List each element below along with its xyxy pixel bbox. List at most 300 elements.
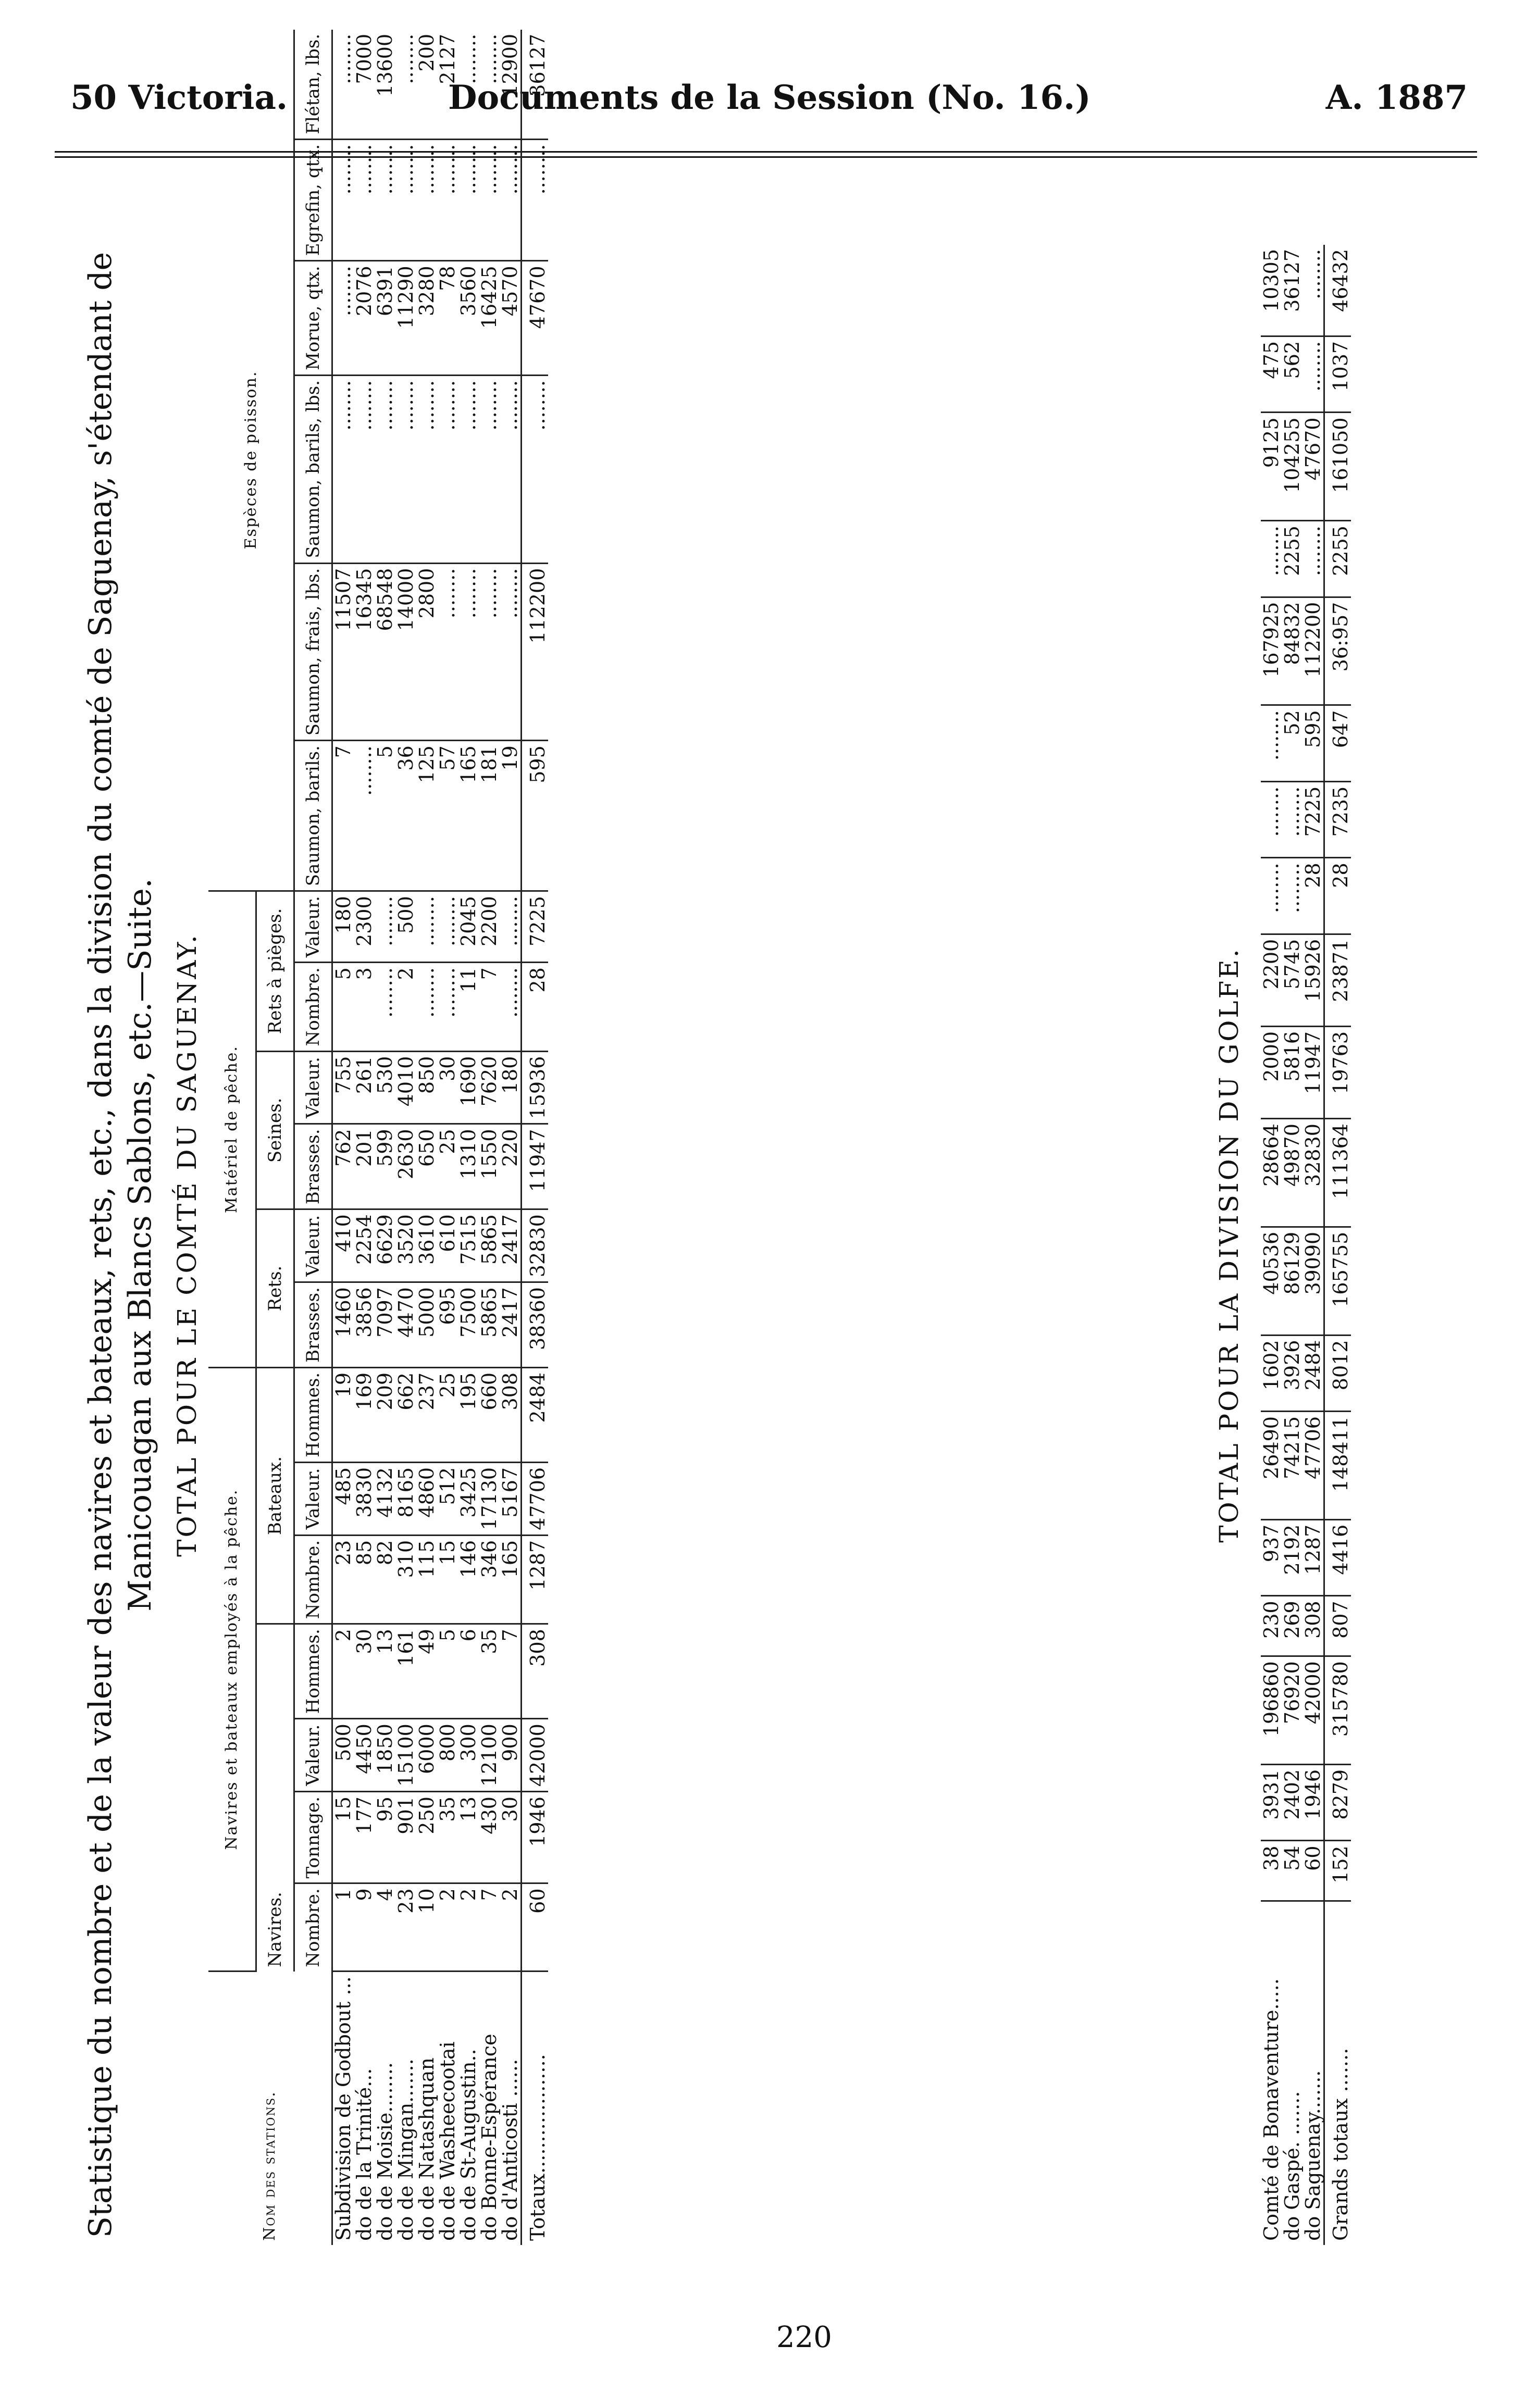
cell-value: 2127: [437, 30, 458, 139]
cell-value: 610: [437, 1209, 458, 1282]
column-header: Saumon, frais, lbs.: [294, 563, 332, 741]
cell-value: 180: [332, 891, 354, 963]
cell-value: 49: [416, 1624, 437, 1719]
totals-row: [522, 30, 549, 2245]
cell-value: 7: [479, 1883, 500, 1972]
table-row: [354, 30, 375, 2245]
cell-value: 28: [522, 963, 549, 1051]
saguenay-table: [208, 30, 548, 2245]
cell-value: 2076: [354, 261, 375, 376]
cell-value: ........: [354, 139, 375, 261]
table-title: [81, 245, 160, 2245]
cell-value: 47670: [522, 261, 549, 376]
cell-value: 660: [479, 1367, 500, 1462]
sub-bateaux: Bateaux.: [256, 1367, 294, 1624]
cell-value: 4470: [395, 1282, 416, 1368]
column-header: Saumon, barils, lbs.: [294, 375, 332, 563]
cell-value: ........: [458, 375, 479, 563]
cell-value: 4570: [500, 261, 522, 376]
column-header: Brasses.: [294, 1282, 332, 1368]
cell-value: 181: [479, 741, 500, 891]
cell-value: 7097: [375, 1282, 395, 1368]
station-name: Comté de Bonaventure.....: [1260, 1978, 1283, 2241]
cell-value: ........: [437, 375, 458, 563]
station-name: do de la Trinité...: [353, 2068, 376, 2241]
cell-value: 30: [354, 1624, 375, 1719]
cell-value: ........: [1303, 336, 1324, 413]
cell-value: 5865: [479, 1209, 500, 1282]
cell-value: ........: [395, 139, 416, 261]
cell-value: 19: [500, 741, 522, 891]
cell-value: 599: [375, 1124, 395, 1209]
cell-value: 695: [437, 1282, 458, 1368]
cell-value: 15926: [1303, 934, 1324, 1026]
station-name: do de Natashquan: [415, 2057, 438, 2241]
cell-value: 23871: [1324, 934, 1351, 1026]
cell-value: ........: [332, 30, 354, 139]
cell-value: 5: [332, 963, 354, 1051]
cell-value: 1: [332, 1883, 354, 1972]
cell-value: 39090: [1303, 1227, 1324, 1335]
cell-value: 161: [395, 1624, 416, 1719]
cell-value: 1287: [1303, 1519, 1324, 1596]
cell-value: 3931: [1261, 1764, 1282, 1841]
cell-value: 95: [375, 1792, 395, 1883]
cell-value: 2: [458, 1883, 479, 1972]
golfe-table: [1261, 245, 1351, 2245]
cell-value: 161050: [1324, 413, 1351, 521]
header-right: A. 1887: [1325, 78, 1468, 117]
cell-value: ........: [1303, 521, 1324, 597]
column-header: Egrefin, qtx.: [294, 139, 332, 261]
cell-value: 2255: [1282, 521, 1303, 597]
cell-value: 1602: [1261, 1335, 1282, 1412]
cell-value: 1946: [522, 1792, 549, 1883]
cell-value: 3856: [354, 1282, 375, 1368]
cell-value: 19: [332, 1367, 354, 1462]
cell-value: 308: [522, 1624, 549, 1719]
cell-value: 2200: [479, 891, 500, 963]
cell-value: 595: [1303, 705, 1324, 781]
cell-value: 12900: [500, 30, 522, 139]
cell-value: 269: [1282, 1596, 1303, 1656]
cell-value: 15: [332, 1792, 354, 1883]
cell-value: 2192: [1282, 1519, 1303, 1596]
cell-value: ........: [437, 891, 458, 963]
cell-value: 2: [332, 1624, 354, 1719]
sub-rets: Rets.: [256, 1209, 294, 1368]
station-name: do Bonne-Espérance: [478, 2033, 501, 2241]
column-header: Nombre.: [294, 1883, 332, 1972]
station-name: Totaux...................: [522, 1972, 549, 2245]
cell-value: 6629: [375, 1209, 395, 1282]
cell-value: 78: [437, 261, 458, 376]
cell-value: 2300: [354, 891, 375, 963]
station-name: Grands totaux .......: [1324, 1901, 1351, 2245]
cell-value: 7000: [354, 30, 375, 139]
cell-value: 2417: [500, 1282, 522, 1368]
station-name: do Saguenay.......: [1301, 2070, 1324, 2241]
cell-value: 261: [354, 1051, 375, 1124]
station-name: do de Moisie........: [374, 2062, 396, 2241]
cell-value: ........: [1282, 781, 1303, 858]
cell-value: 220: [500, 1124, 522, 1209]
cell-value: 500: [395, 891, 416, 963]
cell-value: ........: [522, 375, 549, 563]
cell-value: ........: [332, 261, 354, 376]
cell-value: 46432: [1324, 245, 1351, 336]
cell-value: 47670: [1303, 413, 1324, 521]
cell-value: 662: [395, 1367, 416, 1462]
golfe-body: [1261, 245, 1351, 2245]
cell-value: 30: [437, 1051, 458, 1124]
cell-value: 195: [458, 1367, 479, 1462]
cell-value: ........: [1261, 521, 1282, 597]
column-header: Hommes.: [294, 1624, 332, 1719]
cell-value: ........: [416, 139, 437, 261]
cell-value: 4450: [354, 1719, 375, 1792]
cell-value: 13: [375, 1624, 395, 1719]
cell-value: 237: [416, 1367, 437, 1462]
cell-value: 530: [375, 1051, 395, 1124]
cell-value: 3520: [395, 1209, 416, 1282]
cell-value: 146: [458, 1535, 479, 1624]
cell-value: 11947: [1303, 1026, 1324, 1118]
cell-value: 32830: [522, 1209, 549, 1282]
cell-value: 8165: [395, 1462, 416, 1535]
sub-seines: Seines.: [256, 1051, 294, 1209]
cell-value: 76920: [1282, 1656, 1303, 1765]
cell-value: 14000: [395, 563, 416, 741]
cell-value: 410: [332, 1209, 354, 1282]
cell-value: 2417: [500, 1209, 522, 1282]
cell-value: 2255: [1324, 521, 1351, 597]
cell-value: 310: [395, 1535, 416, 1624]
cell-value: 430: [479, 1792, 500, 1883]
cell-value: 38: [1261, 1841, 1282, 1901]
cell-value: 346: [479, 1535, 500, 1624]
cell-value: 2: [395, 963, 416, 1051]
table-row: [1261, 245, 1282, 2245]
station-name: do de St-Augustin..: [457, 2049, 480, 2241]
cell-value: 38360: [522, 1282, 549, 1368]
cell-value: 54: [1282, 1841, 1303, 1901]
cell-value: 7225: [1303, 781, 1324, 858]
cell-value: 35: [479, 1624, 500, 1719]
cell-value: 74215: [1282, 1412, 1303, 1520]
station-name: Subdivision de Godbout ...: [332, 1976, 355, 2241]
table-row: [458, 30, 479, 2245]
cell-value: ........: [1261, 781, 1282, 858]
cell-value: 25: [437, 1367, 458, 1462]
cell-value: 2402: [1282, 1764, 1303, 1841]
header-center: Documents de la Session (No. 16.): [448, 78, 1091, 117]
cell-value: ........: [479, 563, 500, 741]
table-row: [437, 30, 458, 2245]
table-row: [375, 30, 395, 2245]
cell-value: ........: [332, 375, 354, 563]
cell-value: 11: [458, 963, 479, 1051]
cell-value: ........: [458, 563, 479, 741]
table-subtitle: TOTAL POUR LE COMTÉ DU SAGUENAY.: [172, 933, 202, 1557]
cell-value: 7500: [458, 1282, 479, 1368]
column-header: Valeur.: [294, 891, 332, 963]
middle-title: TOTAL POUR LA DIVISION DU GOLFE.: [1214, 947, 1244, 1543]
cell-value: 6: [458, 1624, 479, 1719]
cell-value: 4132: [375, 1462, 395, 1535]
cell-value: 800: [437, 1719, 458, 1792]
cell-value: 315780: [1324, 1656, 1351, 1765]
cell-value: 104255: [1282, 413, 1303, 521]
cell-value: 900: [500, 1719, 522, 1792]
column-header: Saumon, barils.: [294, 741, 332, 891]
title-line-1: Statistique du nombre et de la valeur des navires et bateaux, rets, etc., dans la division du comté de Saguenay, s'étendant de: [82, 252, 119, 2238]
cell-value: 2484: [522, 1367, 549, 1462]
cell-value: 112200: [522, 563, 549, 741]
cell-value: ........: [1261, 705, 1282, 781]
cell-value: 36:957: [1324, 597, 1351, 705]
cell-value: 26490: [1261, 1412, 1282, 1520]
cell-value: ........: [458, 30, 479, 139]
cell-value: 47706: [522, 1462, 549, 1535]
cell-value: 177: [354, 1792, 375, 1883]
column-header: Morue, qtx.: [294, 261, 332, 376]
table-row: [416, 30, 437, 2245]
cell-value: 125: [416, 741, 437, 891]
table-row: [1303, 245, 1324, 2245]
cell-value: ........: [416, 891, 437, 963]
cell-value: 169: [354, 1367, 375, 1462]
cell-value: 112200: [1303, 597, 1324, 705]
cell-value: 2630: [395, 1124, 416, 1209]
cell-value: 3425: [458, 1462, 479, 1535]
cell-value: 2: [437, 1883, 458, 1972]
table-row: [332, 30, 354, 2245]
cell-value: 196860: [1261, 1656, 1282, 1765]
column-headers: [294, 30, 332, 2245]
col-stations: Nom des stations.: [208, 1972, 332, 2245]
cell-value: 15: [437, 1535, 458, 1624]
cell-value: 8279: [1324, 1764, 1351, 1841]
cell-value: 35: [437, 1792, 458, 1883]
cell-value: 52: [1282, 705, 1303, 781]
cell-value: 16425: [479, 261, 500, 376]
cell-value: 10305: [1261, 245, 1282, 336]
cell-value: ........: [500, 891, 522, 963]
cell-value: ........: [395, 30, 416, 139]
cell-value: 2045: [458, 891, 479, 963]
cell-value: 5000: [416, 1282, 437, 1368]
cell-value: 475: [1261, 336, 1282, 413]
totals-row: [1324, 245, 1351, 2245]
cell-value: 3610: [416, 1209, 437, 1282]
station-name: do Gaspé. .......: [1281, 2091, 1304, 2241]
station-name: do d'Anticosti ......: [499, 2058, 522, 2241]
cell-value: 7: [479, 963, 500, 1051]
cell-value: 36127: [522, 30, 549, 139]
cell-value: 167925: [1261, 597, 1282, 705]
cell-value: ........: [416, 375, 437, 563]
cell-value: 1310: [458, 1124, 479, 1209]
cell-value: 42000: [522, 1719, 549, 1792]
cell-value: 47706: [1303, 1412, 1324, 1520]
title-line-2: Manicouagan aux Blancs Sablons, etc.—Suite.: [122, 878, 158, 1612]
cell-value: ........: [522, 139, 549, 261]
cell-value: ........: [395, 375, 416, 563]
cell-value: 10: [416, 1883, 437, 1972]
cell-value: 850: [416, 1051, 437, 1124]
cell-value: 23: [332, 1535, 354, 1624]
cell-value: 4010: [395, 1051, 416, 1124]
cell-value: 25: [437, 1124, 458, 1209]
cell-value: 115: [416, 1535, 437, 1624]
cell-value: 15100: [395, 1719, 416, 1792]
cell-value: ........: [437, 139, 458, 261]
cell-value: 1850: [375, 1719, 395, 1792]
cell-value: 82: [375, 1535, 395, 1624]
cell-value: ........: [1261, 858, 1282, 934]
cell-value: 12100: [479, 1719, 500, 1792]
page-number: 220: [776, 2320, 832, 2354]
cell-value: 60: [522, 1883, 549, 1972]
cell-value: 5167: [500, 1462, 522, 1535]
cell-value: 2200: [1261, 934, 1282, 1026]
cell-value: ........: [375, 963, 395, 1051]
cell-value: 19763: [1324, 1026, 1351, 1118]
cell-value: 42000: [1303, 1656, 1324, 1765]
cell-value: 937: [1261, 1519, 1282, 1596]
cell-value: 1037: [1324, 336, 1351, 413]
table-row: [479, 30, 500, 2245]
cell-value: 36: [395, 741, 416, 891]
table-row: [500, 30, 522, 2245]
cell-value: 3830: [354, 1462, 375, 1535]
group-especes: Espèces de poisson.: [208, 30, 294, 891]
cell-value: 230: [1261, 1596, 1282, 1656]
station-name: do de Washeecootai: [436, 2041, 459, 2241]
cell-value: 595: [522, 741, 549, 891]
cell-value: ........: [1282, 858, 1303, 934]
cell-value: 308: [500, 1367, 522, 1462]
cell-value: 152: [1324, 1841, 1351, 1901]
cell-value: 5: [437, 1624, 458, 1719]
cell-value: ........: [437, 563, 458, 741]
cell-value: 180: [500, 1051, 522, 1124]
column-header: Hommes.: [294, 1367, 332, 1462]
table-row: [1282, 245, 1303, 2245]
cell-value: 8012: [1324, 1335, 1351, 1412]
cell-value: 165755: [1324, 1227, 1351, 1335]
cell-value: 3280: [416, 261, 437, 376]
column-header: Valeur.: [294, 1462, 332, 1535]
cell-value: ........: [437, 963, 458, 1051]
column-header: Tonnage.: [294, 1792, 332, 1883]
cell-value: 3: [354, 963, 375, 1051]
cell-value: 49870: [1282, 1119, 1303, 1227]
station-name: do de Mingan.......: [394, 2058, 417, 2241]
cell-value: 28: [1303, 858, 1324, 934]
cell-value: 7515: [458, 1209, 479, 1282]
cell-value: ........: [479, 139, 500, 261]
column-header: Flétan, lbs.: [294, 30, 332, 139]
cell-value: ........: [500, 563, 522, 741]
table-row: [395, 30, 416, 2245]
cell-value: 5865: [479, 1282, 500, 1368]
cell-value: ........: [375, 891, 395, 963]
cell-value: 2000: [1261, 1026, 1282, 1118]
cell-value: ........: [375, 375, 395, 563]
cell-value: 755: [332, 1051, 354, 1124]
cell-value: 16345: [354, 563, 375, 741]
cell-value: 2254: [354, 1209, 375, 1282]
cell-value: 9125: [1261, 413, 1282, 521]
cell-value: 4860: [416, 1462, 437, 1535]
cell-value: 500: [332, 1719, 354, 1792]
cell-value: 209: [375, 1367, 395, 1462]
cell-value: 807: [1324, 1596, 1351, 1656]
cell-value: 200: [416, 30, 437, 139]
cell-value: 1550: [479, 1124, 500, 1209]
cell-value: 6391: [375, 261, 395, 376]
cell-value: ........: [1303, 245, 1324, 336]
cell-value: 57: [437, 741, 458, 891]
cell-value: 308: [1303, 1596, 1324, 1656]
cell-value: ........: [416, 963, 437, 1051]
group-materiel: Matériel de pêche.: [208, 891, 256, 1368]
cell-value: 23: [395, 1883, 416, 1972]
column-header: Valeur.: [294, 1719, 332, 1792]
cell-value: 85: [354, 1535, 375, 1624]
cell-value: 2800: [416, 563, 437, 741]
cell-value: 5816: [1282, 1026, 1303, 1118]
cell-value: 7620: [479, 1051, 500, 1124]
cell-value: 36127: [1282, 245, 1303, 336]
cell-value: 17130: [479, 1462, 500, 1535]
cell-value: 11290: [395, 261, 416, 376]
cell-value: 512: [437, 1462, 458, 1535]
cell-value: 650: [416, 1124, 437, 1209]
cell-value: 13: [458, 1792, 479, 1883]
cell-value: 165: [500, 1535, 522, 1624]
cell-value: 11507: [332, 563, 354, 741]
cell-value: 15936: [522, 1051, 549, 1124]
cell-value: ........: [479, 30, 500, 139]
column-header: Valeur.: [294, 1051, 332, 1124]
column-header: Nombre.: [294, 1535, 332, 1624]
cell-value: 7: [332, 741, 354, 891]
cell-value: 13600: [375, 30, 395, 139]
cell-value: 30: [500, 1792, 522, 1883]
cell-value: 32830: [1303, 1119, 1324, 1227]
cell-value: 5: [375, 741, 395, 891]
cell-value: 4416: [1324, 1519, 1351, 1596]
cell-value: 2484: [1303, 1335, 1324, 1412]
cell-value: 40536: [1261, 1227, 1282, 1335]
cell-value: 485: [332, 1462, 354, 1535]
cell-value: ........: [500, 139, 522, 261]
cell-value: 1460: [332, 1282, 354, 1368]
table-body: [332, 30, 549, 2245]
column-header: Nombre.: [294, 963, 332, 1051]
cell-value: 762: [332, 1124, 354, 1209]
column-header: Brasses.: [294, 1124, 332, 1209]
cell-value: ........: [500, 375, 522, 563]
cell-value: 148411: [1324, 1412, 1351, 1520]
cell-value: ........: [479, 375, 500, 563]
cell-value: 7235: [1324, 781, 1351, 858]
sub-rets-pieges: Rets à pièges.: [256, 891, 294, 1051]
cell-value: ........: [375, 139, 395, 261]
